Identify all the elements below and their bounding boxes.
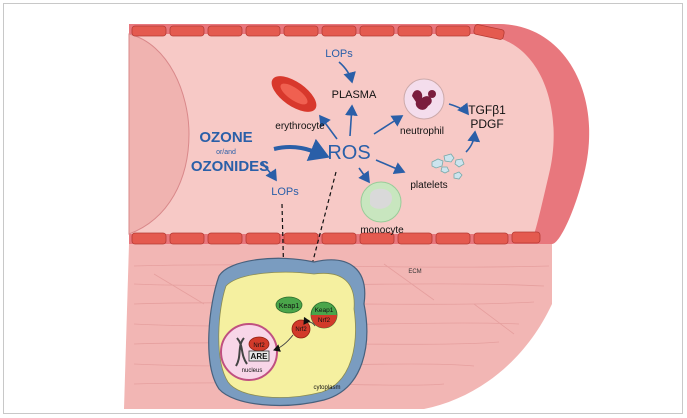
keap1-bound-label: Keap1: [314, 307, 334, 314]
keap1-free-label: Keap1: [278, 303, 300, 310]
lops-top-label: LOPs: [325, 48, 353, 60]
ozone-pathway-diagram: [4, 4, 684, 415]
ecm-label: ECM: [408, 269, 422, 275]
endothelial-cells-bottom: [132, 232, 540, 244]
ozonides-label: OZONIDES: [190, 158, 270, 175]
nrf2-free-label: Nrf2: [295, 327, 307, 333]
ozone-label: OZONE: [199, 129, 253, 146]
are-label: ARE: [250, 352, 268, 361]
platelets-label: platelets: [410, 180, 448, 191]
neutrophil: [404, 79, 444, 119]
tgfb1-label: TGFβ1: [468, 103, 506, 117]
monocyte: [361, 182, 401, 222]
cytoplasm-label: cytoplasm: [313, 385, 341, 391]
ros-label: ROS: [327, 142, 371, 164]
target-cell: [209, 258, 367, 405]
nucleus-label: nucleus: [241, 368, 263, 374]
figure-frame: [3, 3, 683, 414]
lops-left-label: LOPs: [271, 186, 299, 198]
nrf2-bound-label: Nrf2: [317, 317, 331, 324]
neutrophil-label: neutrophil: [400, 126, 444, 137]
monocyte-label: monocyte: [360, 225, 404, 236]
or-and-label: or/and: [216, 149, 236, 156]
erythrocyte-label: erythrocyte: [275, 121, 325, 132]
plasma-label: PLASMA: [331, 89, 377, 101]
pdgf-label: PDGF: [470, 117, 504, 131]
nrf2-nucleus-label: Nrf2: [253, 343, 265, 349]
